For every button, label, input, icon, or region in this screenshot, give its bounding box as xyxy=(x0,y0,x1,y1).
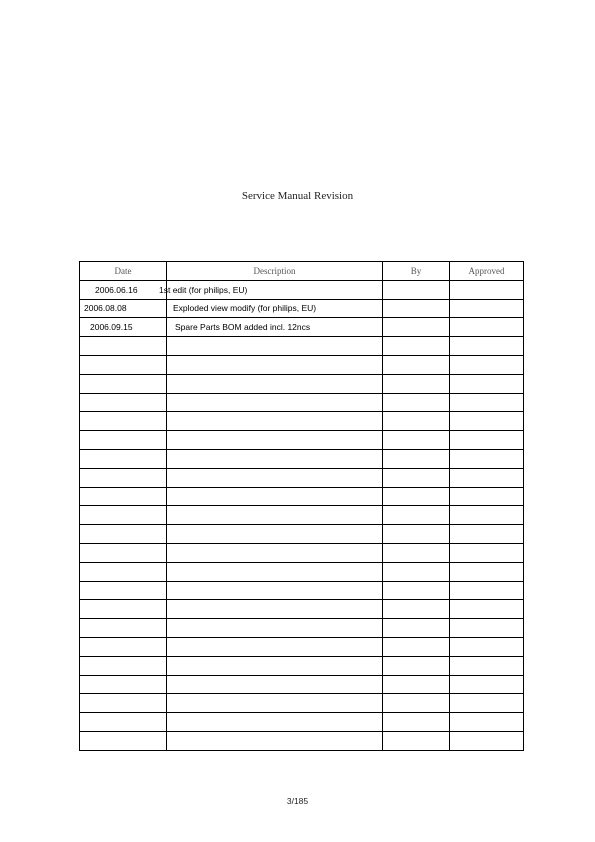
description-cell xyxy=(167,562,383,581)
approved-cell xyxy=(450,374,524,393)
description-cell xyxy=(167,393,383,412)
table-row xyxy=(80,581,524,600)
date-cell xyxy=(80,487,167,506)
date-cell xyxy=(80,713,167,732)
table-row xyxy=(80,619,524,638)
description-cell xyxy=(167,374,383,393)
date-cell xyxy=(80,581,167,600)
table-row xyxy=(80,280,524,299)
date-cell xyxy=(80,393,167,412)
date-cell xyxy=(80,468,167,487)
by-cell xyxy=(383,431,450,450)
description-cell xyxy=(167,468,383,487)
approved-cell xyxy=(450,355,524,374)
date-cell xyxy=(80,694,167,713)
by-cell xyxy=(383,280,450,299)
by-cell xyxy=(383,637,450,656)
table-row xyxy=(80,694,524,713)
table-row xyxy=(80,318,524,337)
description-cell xyxy=(167,299,383,318)
by-cell xyxy=(383,412,450,431)
approved-cell xyxy=(450,543,524,562)
description-cell xyxy=(167,318,383,337)
date-cell xyxy=(80,731,167,750)
description-cell xyxy=(159,280,383,299)
revision-table-body xyxy=(80,280,524,750)
date-cell xyxy=(80,525,167,544)
by-cell xyxy=(383,468,450,487)
description-cell xyxy=(167,637,383,656)
description-cell xyxy=(167,431,383,450)
date-cell xyxy=(80,337,167,356)
approved-cell xyxy=(450,694,524,713)
date-cell-text: 2006.06.16 xyxy=(95,284,138,295)
approved-cell xyxy=(450,299,524,318)
date-cell xyxy=(80,656,167,675)
approved-cell xyxy=(450,675,524,694)
date-cell xyxy=(80,299,167,318)
by-cell xyxy=(383,449,450,468)
date-cell-text: 2006.08.08 xyxy=(84,303,127,314)
by-cell xyxy=(383,318,450,337)
description-cell xyxy=(167,713,383,732)
date-cell xyxy=(80,431,167,450)
by-cell xyxy=(383,374,450,393)
description-cell xyxy=(167,731,383,750)
table-row xyxy=(80,299,524,318)
table-row xyxy=(80,543,524,562)
date-cell xyxy=(80,355,167,374)
table-row xyxy=(80,731,524,750)
by-cell xyxy=(383,713,450,732)
by-cell xyxy=(383,656,450,675)
description-cell xyxy=(167,337,383,356)
table-row xyxy=(80,468,524,487)
description-cell xyxy=(167,619,383,638)
date-cell xyxy=(80,374,167,393)
column-header-approved: Approved xyxy=(450,262,524,281)
description-cell xyxy=(167,449,383,468)
approved-cell xyxy=(450,713,524,732)
description-cell xyxy=(167,675,383,694)
by-cell xyxy=(383,337,450,356)
description-cell xyxy=(167,506,383,525)
date-cell xyxy=(80,562,167,581)
by-cell xyxy=(383,619,450,638)
approved-cell xyxy=(450,393,524,412)
by-cell xyxy=(383,299,450,318)
approved-cell xyxy=(450,637,524,656)
description-cell xyxy=(167,355,383,374)
page-title: Service Manual Revision xyxy=(241,190,354,202)
description-cell-text: Spare Parts BOM added incl. 12ncs xyxy=(175,322,311,333)
approved-cell xyxy=(450,562,524,581)
approved-cell xyxy=(450,619,524,638)
table-row xyxy=(80,337,524,356)
approved-cell xyxy=(450,600,524,619)
approved-cell xyxy=(450,468,524,487)
by-cell xyxy=(383,562,450,581)
table-header-row xyxy=(80,262,524,281)
revision-table xyxy=(79,261,524,751)
description-cell xyxy=(167,543,383,562)
table-row xyxy=(80,431,524,450)
description-cell xyxy=(167,412,383,431)
table-row xyxy=(80,562,524,581)
date-cell xyxy=(80,449,167,468)
table-row xyxy=(80,637,524,656)
by-cell xyxy=(383,694,450,713)
table-row xyxy=(80,412,524,431)
description-cell xyxy=(167,694,383,713)
approved-cell xyxy=(450,487,524,506)
approved-cell xyxy=(450,318,524,337)
by-cell xyxy=(383,543,450,562)
description-cell-text: Exploded view modify (for philips, EU) xyxy=(173,303,317,314)
date-cell xyxy=(80,543,167,562)
table-row xyxy=(80,600,524,619)
date-cell xyxy=(80,637,167,656)
approved-cell xyxy=(450,449,524,468)
by-cell xyxy=(383,506,450,525)
table-row xyxy=(80,713,524,732)
description-cell xyxy=(167,581,383,600)
description-cell xyxy=(167,600,383,619)
approved-cell xyxy=(450,506,524,525)
date-cell xyxy=(80,280,167,299)
description-cell xyxy=(167,656,383,675)
page-number: 3/185 xyxy=(286,796,309,806)
approved-cell xyxy=(450,731,524,750)
table-row xyxy=(80,374,524,393)
approved-cell xyxy=(450,525,524,544)
date-cell xyxy=(80,412,167,431)
table-row xyxy=(80,656,524,675)
description-cell xyxy=(167,487,383,506)
date-cell xyxy=(80,318,167,337)
approved-cell xyxy=(450,431,524,450)
table-row xyxy=(80,525,524,544)
date-cell xyxy=(80,619,167,638)
by-cell xyxy=(383,487,450,506)
approved-cell xyxy=(450,581,524,600)
by-cell xyxy=(383,731,450,750)
column-header-description: Description xyxy=(167,262,383,281)
table-row xyxy=(80,355,524,374)
by-cell xyxy=(383,600,450,619)
by-cell xyxy=(383,675,450,694)
description-cell xyxy=(167,525,383,544)
date-cell xyxy=(80,600,167,619)
column-header-by: By xyxy=(383,262,450,281)
date-cell xyxy=(80,675,167,694)
table-row xyxy=(80,393,524,412)
date-cell xyxy=(80,506,167,525)
table-row xyxy=(80,506,524,525)
table-row xyxy=(80,487,524,506)
table-row xyxy=(80,449,524,468)
column-header-date: Date xyxy=(80,262,167,281)
approved-cell xyxy=(450,412,524,431)
by-cell xyxy=(383,355,450,374)
by-cell xyxy=(383,393,450,412)
approved-cell xyxy=(450,280,524,299)
date-cell-text: 2006.09.15 xyxy=(90,322,133,333)
by-cell xyxy=(383,581,450,600)
approved-cell xyxy=(450,337,524,356)
table-row xyxy=(80,675,524,694)
by-cell xyxy=(383,525,450,544)
description-cell-text: 1st edit (for philips, EU) xyxy=(159,284,248,295)
approved-cell xyxy=(450,656,524,675)
